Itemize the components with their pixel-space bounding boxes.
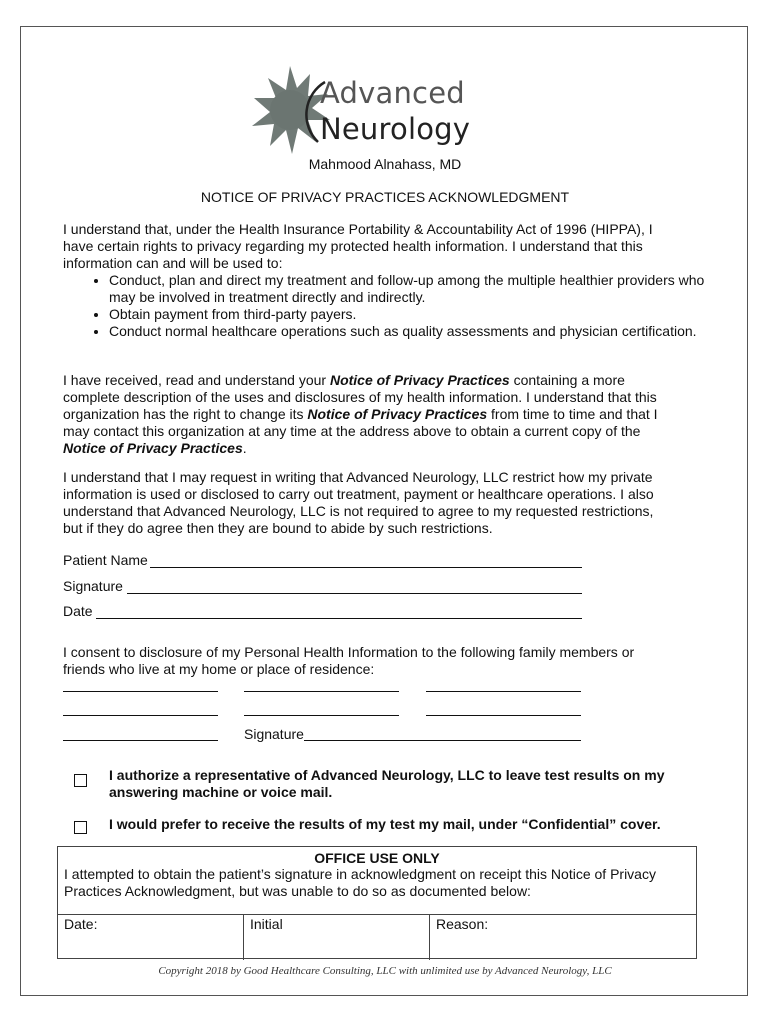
list-item: • Obtain payment from third-party payers.	[109, 306, 709, 323]
family-member-field[interactable]	[426, 715, 581, 716]
family-member-field[interactable]	[63, 691, 218, 692]
family-member-field[interactable]	[63, 740, 218, 741]
family-member-field[interactable]	[244, 691, 399, 692]
consent-paragraph: I consent to disclosure of my Personal Health Information to the following family members or friends who live at my home or place of residence:	[63, 644, 635, 677]
intro-paragraph: I understand that, under the Health Insurance Portability & Accountability Act of 1996 (HIPPA), I have certain rights to privacy regarding my protected health information. I understand that this information can and will be used to:	[63, 221, 653, 271]
authorize-voicemail-checkbox[interactable]	[74, 774, 87, 787]
office-use-text: I attempted to obtain the patient’s signature in acknowledgment on receipt this Notice of Privacy Practices Acknowledgment, but was unable to do so as documented below:	[64, 866, 656, 899]
usage-list	[63, 272, 709, 340]
received-paragraph: I have received, read and understand your Notice of Privacy Practices containing a more complete description of the uses and disclosures of my health information. I understand that this organization has the right to change its Notice of Privacy Practices from time to time and that I may contact this organization at any time at the address above to obtain a current copy of the Notice of Privacy Practices.	[63, 372, 658, 456]
family-member-field[interactable]	[63, 715, 218, 716]
office-use-box	[57, 846, 697, 959]
restriction-paragraph: I understand that I may request in writing that Advanced Neurology, LLC restrict how my private information is used or disclosed to carry out treatment, payment or healthcare operations. I also understand that Advanced Neurology, LLC is not required to agree to my requested restrictions, but if they do agree then they are bound to abide by such restrictions.	[63, 469, 654, 536]
list-item: • Conduct, plan and direct my treatment and follow-up among the multiple healthier providers who may be involved in treatment directly and indirectly.	[109, 272, 709, 306]
logo-line1: Advanced	[320, 76, 465, 110]
office-initial-label: Initial	[250, 916, 283, 932]
patient-name-field[interactable]	[150, 567, 582, 568]
mail-results-label: I would prefer to receive the results of my test my mail, under “Confidential” cover.	[109, 816, 661, 832]
office-reason-cell[interactable]	[430, 915, 696, 960]
office-use-title: OFFICE USE ONLY	[314, 850, 440, 866]
mail-results-checkbox[interactable]	[74, 821, 87, 834]
patient-name-label: Patient Name	[63, 552, 148, 568]
list-item: • Conduct normal healthcare operations such as quality assessments and physician certification.	[109, 323, 709, 340]
signature-label: Signature	[63, 578, 123, 594]
authorize-voicemail-label: I authorize a representative of Advanced Neurology, LLC to leave test results on my answering machine or voice mail.	[109, 767, 665, 800]
logo-line2: Neurology	[320, 112, 471, 146]
family-member-field[interactable]	[244, 715, 399, 716]
office-date-cell[interactable]	[58, 915, 244, 960]
office-date-label: Date:	[64, 916, 98, 932]
consent-signature-label: Signature	[244, 726, 304, 742]
office-reason-label: Reason:	[436, 916, 489, 932]
signature-field[interactable]	[127, 593, 582, 594]
family-member-field[interactable]	[426, 691, 581, 692]
date-label: Date	[63, 603, 93, 619]
copyright-footer: Copyright 2018 by Good Healthcare Consulting, LLC with unlimited use by Advanced Neurology, LLC	[158, 965, 612, 977]
date-field[interactable]	[96, 618, 582, 619]
doctor-name: Mahmood Alnahass, MD	[308, 156, 462, 172]
consent-signature-field[interactable]	[304, 740, 581, 741]
office-initial-cell[interactable]	[244, 915, 430, 960]
advanced-neurology-logo	[250, 64, 480, 156]
office-use-row	[58, 914, 696, 960]
document-title: NOTICE OF PRIVACY PRACTICES ACKNOWLEDGMENT	[200, 189, 570, 205]
